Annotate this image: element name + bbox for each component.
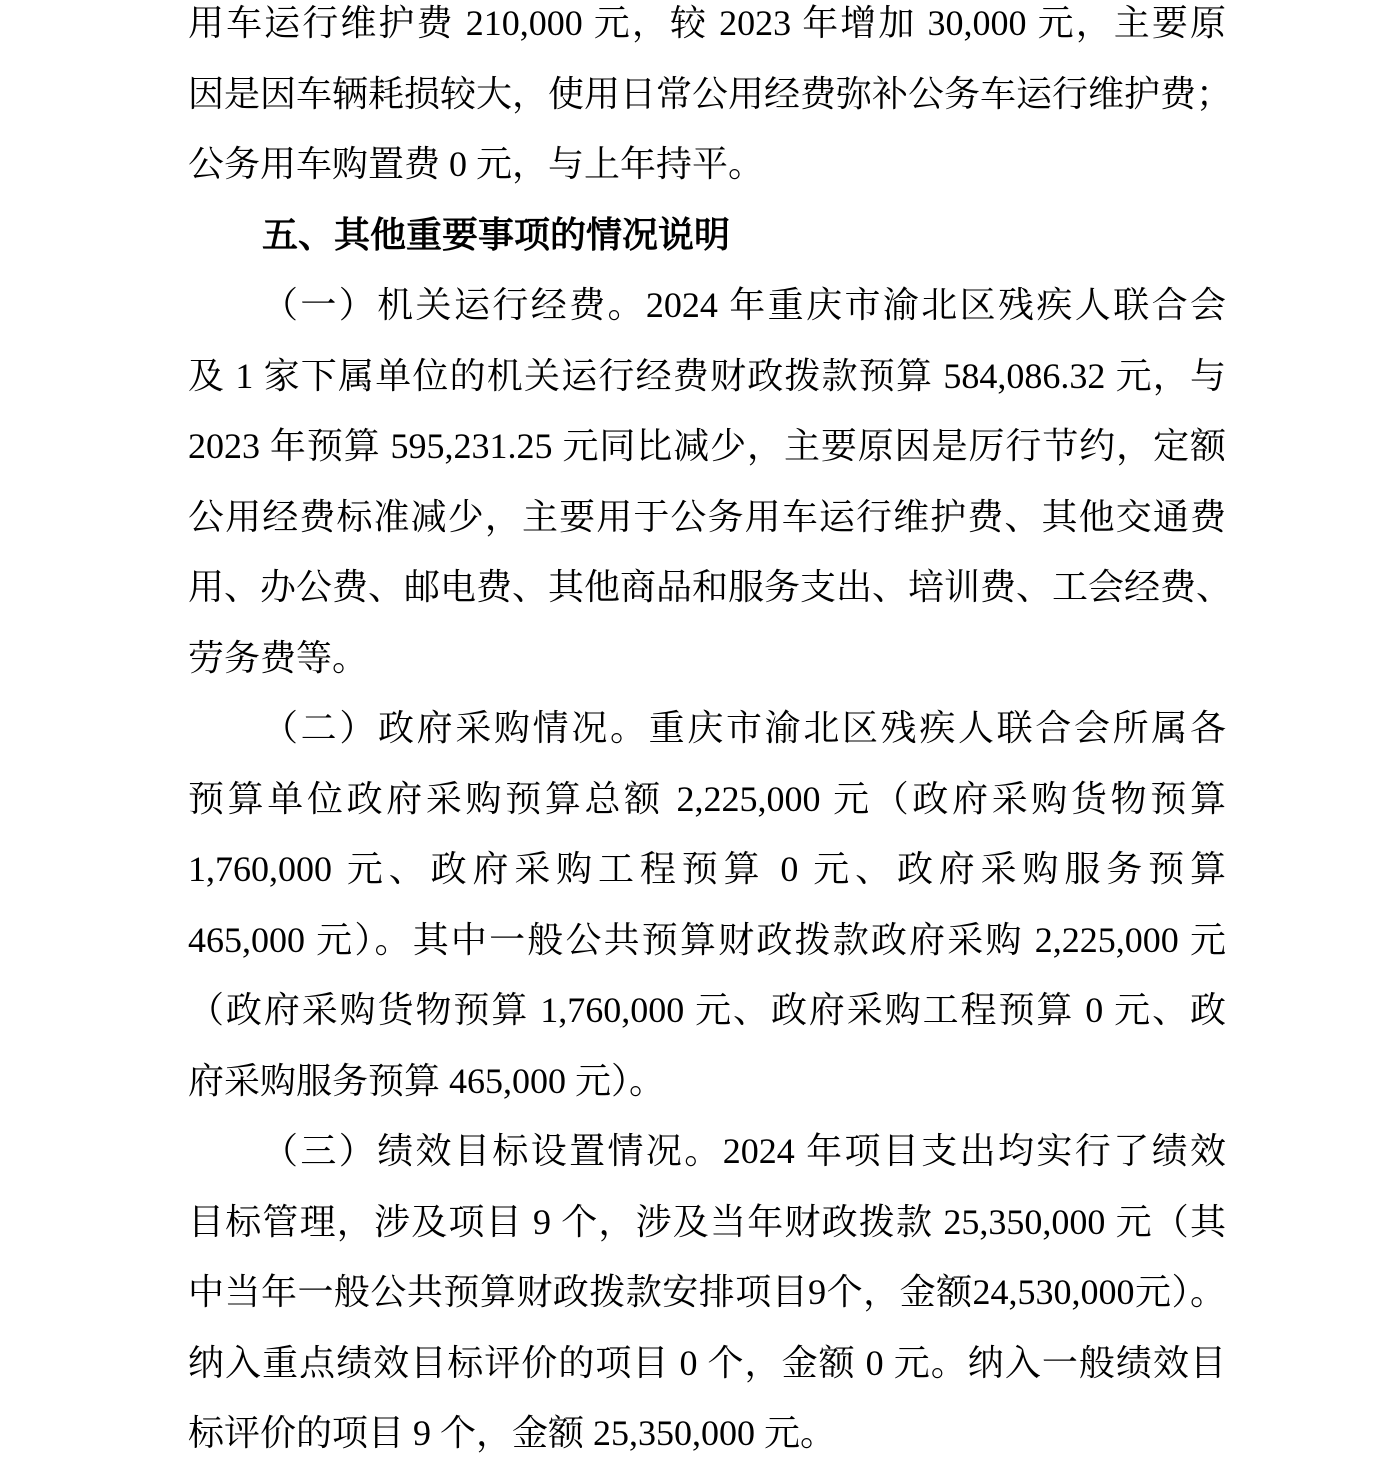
section-heading: 五、其他重要事项的情况说明: [262, 214, 731, 255]
text-line: 中当年一般公共预算财政拨款安排项目9个，金额24,530,000元）。: [188, 1272, 1226, 1312]
item-lead: （一）机关运行经费。: [262, 285, 646, 325]
text-line: 纳入重点绩效目标评价的项目 0 个，金额 0 元。纳入一般绩效目: [188, 1342, 1226, 1383]
text-line: 1,760,000 元、政府采购工程预算 0 元、政府采购服务预算: [188, 849, 1226, 889]
continued-paragraph: [188, 1, 1233, 186]
text-line: 465,000 元）。其中一般公共预算财政拨款政府采购 2,225,000 元: [188, 919, 1226, 960]
text-line: 用车运行维护费 210,000 元，较 2023 年增加 30,000 元，主要原: [188, 3, 1226, 43]
text-line: 用、办公费、邮电费、其他商品和服务支出、培训费、工会经费、: [188, 567, 1233, 607]
item-lead: （三）绩效目标设置情况。: [262, 1131, 723, 1171]
text-line: 目标管理，涉及项目 9 个，涉及当年财政拨款 25,350,000 元（其: [188, 1201, 1226, 1242]
item-first-line: [188, 1129, 1226, 1173]
item-paragraph-2: [188, 706, 1226, 1103]
text-flow: [188, 1, 1233, 1455]
item-text: 重庆市渝北区残疾人联合会所属各: [648, 708, 1226, 748]
text-line: 预算单位政府采购预算总额 2,225,000 元（政府采购货物预算: [188, 778, 1226, 819]
text-line: 及 1 家下属单位的机关运行经费财政拨款预算 584,086.32 元，与: [188, 355, 1226, 396]
item-lead: （二）政府采购情况。: [262, 708, 649, 748]
text-line: 标评价的项目 9 个，金额 25,350,000 元。: [188, 1413, 837, 1453]
text-line: 因是因车辆耗损较大，使用日常公用经费弥补公务车运行维护费；: [188, 73, 1233, 114]
item-first-line: [188, 283, 1226, 327]
item-text: 2024 年重庆市渝北区残疾人联合会: [645, 285, 1226, 325]
text-line: 公用经费标准减少，主要用于公务用车运行维护费、其他交通费: [188, 496, 1226, 537]
item-text: 2024 年项目支出均实行了绩效: [722, 1131, 1226, 1171]
text-line: 府采购服务预算 465,000 元）。: [188, 1060, 666, 1101]
text-line: 劳务费等。: [188, 637, 369, 678]
text-line: （政府采购货物预算 1,760,000 元、政府采购工程预算 0 元、政: [188, 990, 1226, 1030]
text-line: 公务用车购置费 0 元，与上年持平。: [188, 144, 765, 184]
item-paragraph-1: [188, 283, 1233, 680]
text-line: 2023 年预算 595,231.25 元同比减少，主要原因是厉行节约，定额: [188, 426, 1226, 466]
item-first-line: [188, 706, 1226, 750]
item-paragraph-3: [188, 1129, 1226, 1455]
